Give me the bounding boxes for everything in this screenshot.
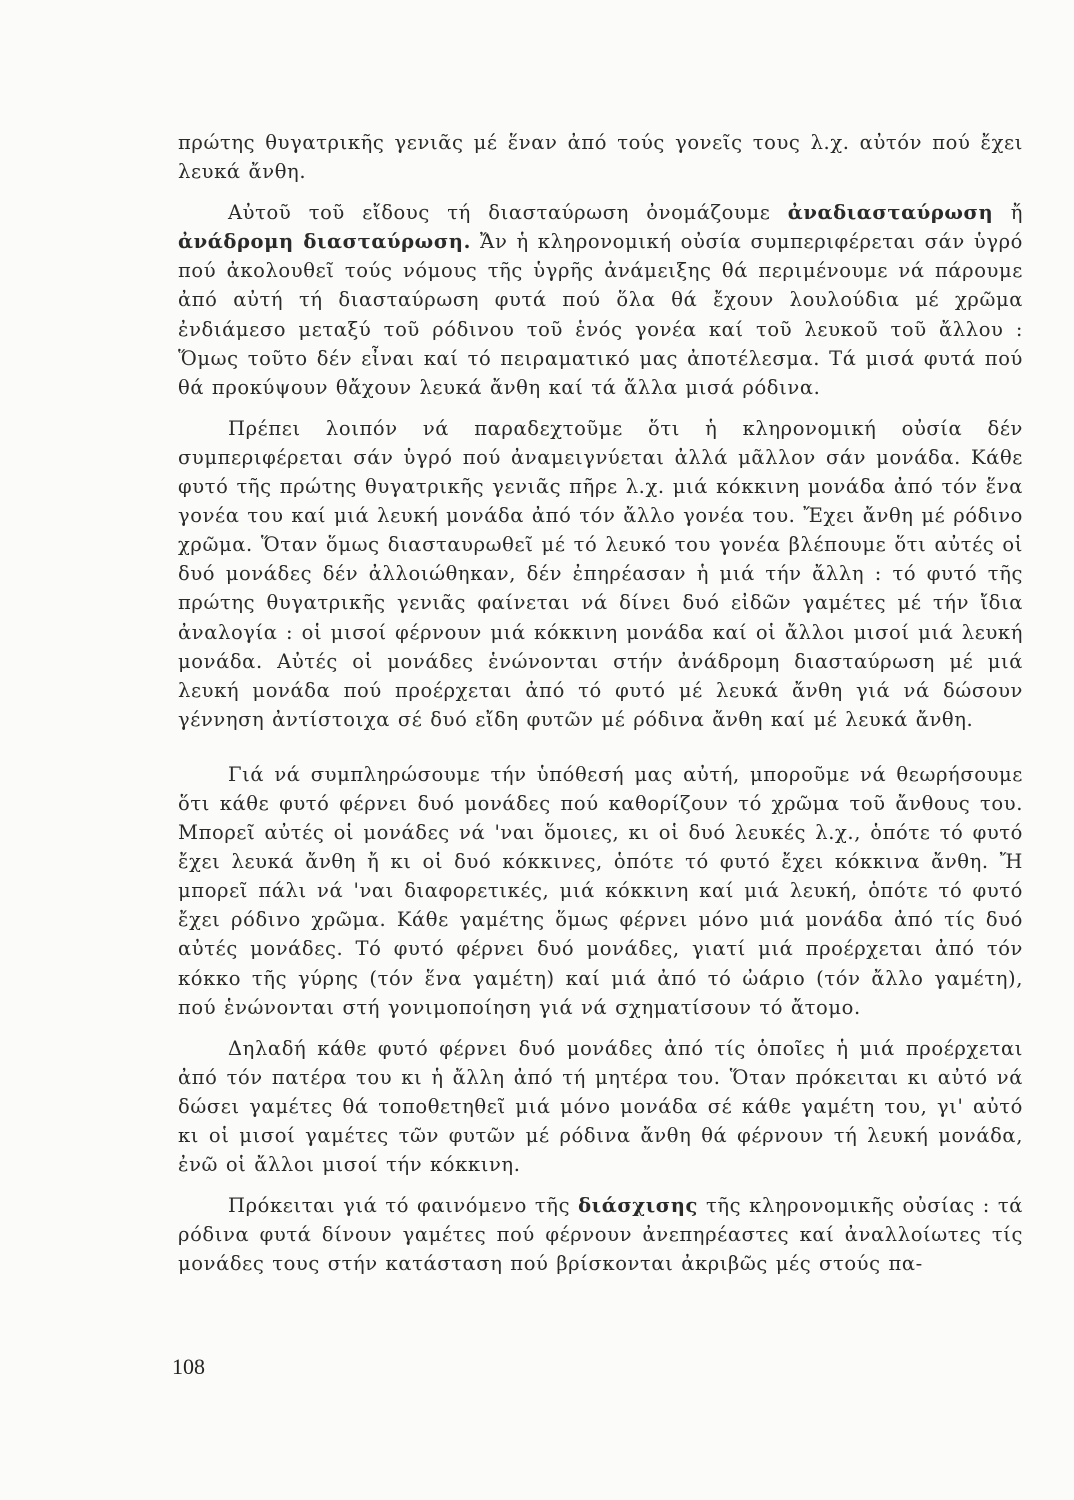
paragraph-4 xyxy=(178,760,1023,1022)
text-span: Γιά νά συμπληρώσουμε τήν ὑπόθεσή μας αὐτή, μποροῦμε νά θεωρήσουμε ὅτι κάθε φυτό φέρνει δυό μονάδες πού καθορίζουν τό χρῶμα τοῦ ἄνθους του. Μπορεῖ αὐτές οἱ μονάδες νά 'ναι ὅμοιες, κι οἱ δυό λευκές λ.χ., ὁπότε τό φυτό ἔχει λευκά ἄνθη ἤ κι οἱ δυό κόκκινες, ὁπότε τό φυτό ἔχει κόκκινα ἄνθη. Ἤ μπορεῖ πάλι νά 'ναι διαφορετικές, μιά κόκκινη καί μιά λευκή, ὁπότε τό φυτό ἔχει ρόδινο χρῶμα. Κάθε γαμέτης ὅμως φέρνει μόνο μιά μονάδα ἀπό τίς δυό αὐτές μονάδες. Τό φυτό φέρνει δυό μονάδες, γιατί μιά προέρχεται ἀπό τόν κόκκο τῆς γύρης (τόν ἕνα γαμέτη) καί μιά ἀπό τό ὠάριο (τόν ἄλλο γαμέτη), πού ἑνώνονται στή γονιμοποίηση γιά νά σχηματίσουν τό ἄτομο. xyxy=(178,762,1023,1019)
text-span: ἤ xyxy=(993,201,1023,225)
paragraph-5 xyxy=(178,1034,1023,1179)
page-body xyxy=(178,128,1023,1290)
text-span: Πρέπει λοιπόν νά παραδεχτοῦμε ὅτι ἡ κληρονομική οὐσία δέν συμπεριφέρεται σάν ὑγρό πού ἀναμειγνύεται ἀλλά μᾶλλον σάν μονάδα. Κάθε φυτό τῆς πρώτης θυγατρικῆς γενιᾶς πῆρε λ.χ. μιά κόκκινη μονάδα ἀπό τόν ἕνα γονέα του καί μιά λευκή μονάδα ἀπό τόν ἄλλο γονέα του. Ἔχει ἄνθη μέ ρόδινο χρῶμα. Ὅταν ὅμως διασταυρωθεῖ μέ τό λευκό του γονέα βλέπουμε ὅτι αὐτές οἱ δυό μονάδες δέν ἀλλοιώθηκαν, δέν ἐπηρέασαν ἡ μιά τήν ἄλλη : τό φυτό τῆς πρώτης θυγατρικῆς γενιᾶς φαίνεται νά δίνει δυό εἰδῶν γαμέτες μέ τήν ἴδια ἀναλογία : οἱ μισοί φέρνουν μιά κόκκινη μονάδα καί οἱ ἄλλοι μισοί μιά λευκή μονάδα. Αὐτές οἱ μονάδες ἑνώνονται στήν ἀνάδρομη διασταύρωση μέ μιά λευκή μονάδα πού προέρχεται ἀπό τό φυτό μέ λευκά ἄνθη γιά νά δώσουν γέννηση ἀντίστοιχα σέ δυό εἴδη φυτῶν μέ ρόδινα ἄνθη καί μέ λευκά ἄνθη. xyxy=(178,416,1023,731)
bold-term: ἀνάδρομη διασταύρωση. xyxy=(178,230,471,254)
paragraph-2 xyxy=(178,198,1023,402)
text-span: Αὐτοῦ τοῦ εἴδους τή διασταύρωση ὀνομάζουμε xyxy=(228,201,788,225)
text-span: Δηλαδή κάθε φυτό φέρνει δυό μονάδες ἀπό τίς ὁποῖες ἡ μιά προέρχεται ἀπό τόν πατέρα του κι ἡ ἄλλη ἀπό τή μητέρα του. Ὅταν πρόκειται κι αὐτό νά δώσει γαμέτες θά τοποθετηθεῖ μιά μόνο μονάδα σέ κάθε γαμέτη του, γι' αὐτό κι οἱ μισοί γαμέτες τῶν φυτῶν μέ ρόδινα ἄνθη θά φέρνουν τή λευκή μονάδα, ἐνῶ οἱ ἄλλοι μισοί τήν κόκκινη. xyxy=(178,1036,1023,1177)
text-span: τῆς κληρονομικῆς οὐσίας : τά ρόδινα φυτά δίνουν γαμέτες πού φέρνουν ἀνεπηρέαστες καί ἀναλλοίωτες τίς μονάδες τους στήν κατάσταση πού βρίσκονται ἀκριβῶς μές στούς πα- xyxy=(178,1194,1023,1276)
page-number: 108 xyxy=(172,1354,205,1379)
text-span: Ἄν ἡ κληρονομική οὐσία συμπεριφέρεται σάν ὑγρό πού ἀκολουθεῖ τούς νόμους τῆς ὑγρῆς ἀνάμειξης θά περιμένουμε νά πάρουμε ἀπό αὐτή τή διασταύρωση φυτά πού ὅλα θά ἔχουν λουλούδια μέ χρῶμα ἐνδιάμεσο μεταξύ τοῦ ρόδινου τοῦ ἑνός γονέα καί τοῦ λευκοῦ τοῦ ἄλλου : Ὅμως τοῦτο δέν εἶναι καί τό πειραματικό μας ἀποτέλεσμα. Τά μισά φυτά πού θά προκύψουν θἄχουν λευκά ἄνθη καί τά ἄλλα μισά ρόδινα. xyxy=(178,230,1023,399)
paragraph-6 xyxy=(178,1191,1023,1278)
text-span: πρώτης θυγατρικῆς γενιᾶς μέ ἕναν ἀπό τούς γονεῖς τους λ.χ. αὐτόν πού ἔχει λευκά ἄνθη. xyxy=(178,131,1023,184)
text-span: Πρόκειται γιά τό φαινόμενο τῆς xyxy=(228,1194,579,1218)
paragraph-1 xyxy=(178,128,1023,186)
paragraph-3 xyxy=(178,414,1023,734)
bold-term: ἀναδιασταύρωση xyxy=(787,201,994,225)
bold-term: διάσχισης xyxy=(578,1194,698,1218)
